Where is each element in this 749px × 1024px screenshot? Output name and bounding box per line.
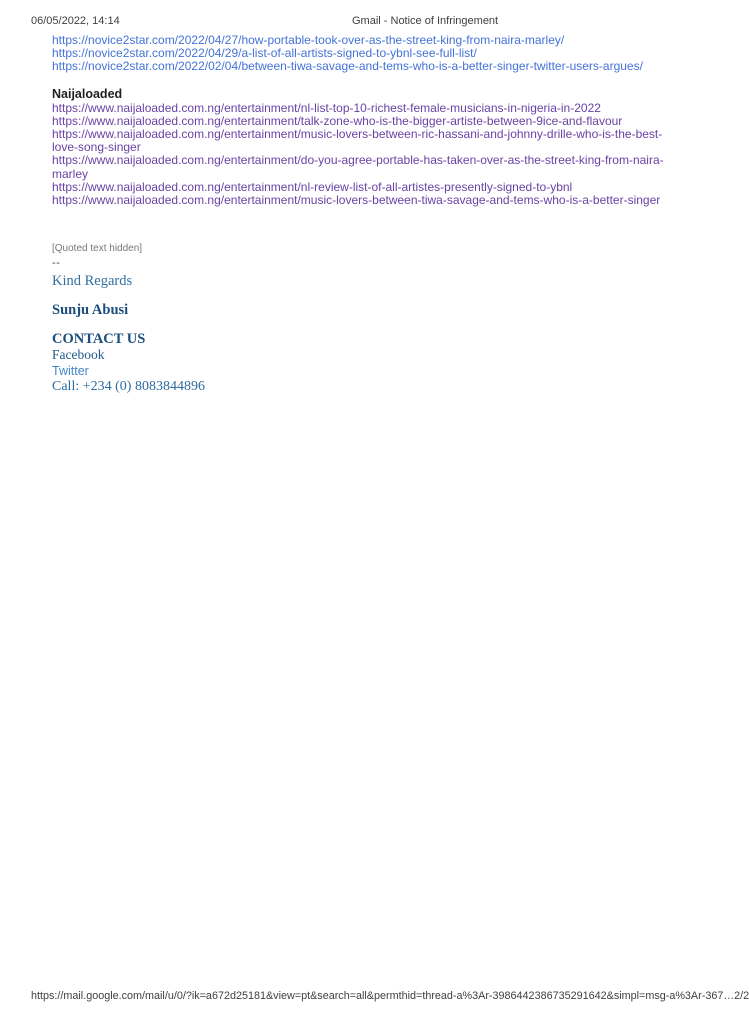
page-number-indicator: 2/2 (734, 990, 749, 1002)
signature-phone: Call: +234 (0) 8083844896 (52, 379, 205, 395)
print-document-title: Gmail - Notice of Infringement (352, 15, 499, 27)
naijaloaded-heading: Naijaloaded (52, 86, 123, 101)
novice2star-link-1[interactable]: https://novice2star.com/2022/04/27/how-portable-took-over-as-the-street-king-from-naira-marley/ (52, 33, 565, 47)
naijaloaded-link-3[interactable]: https://www.naijaloaded.com.ng/entertainment/music-lovers-between-ric-hassani-and-johnny-drille-who-is-the-best-love-song-singer (52, 127, 663, 155)
naijaloaded-link-list (52, 102, 682, 208)
novice2star-link-3[interactable]: https://novice2star.com/2022/02/04/between-tiwa-savage-and-tems-who-is-a-better-singer-twitter-users-argues/ (52, 59, 643, 74)
print-datetime: 06/05/2022, 14:14 (31, 15, 120, 27)
print-footer (31, 990, 749, 1002)
novice2star-link-2[interactable]: https://novice2star.com/2022/04/29/a-list-of-all-artists-signed-to-ybnl-see-full-list/ (52, 46, 477, 61)
signature-greeting: Kind Regards (52, 273, 133, 290)
novice2star-link-list (52, 34, 682, 74)
naijaloaded-link-4[interactable]: https://www.naijaloaded.com.ng/entertainment/do-you-agree-portable-has-taken-over-as-the-street-king-from-naira-marley (52, 153, 664, 181)
contact-us-heading: CONTACT US (52, 331, 146, 348)
naijaloaded-link-6[interactable]: https://www.naijaloaded.com.ng/entertainment/music-lovers-between-tiwa-savage-and-tems-who-is-a-better-singer (52, 193, 661, 208)
quoted-text-hidden-label: [Quoted text hidden] (52, 243, 143, 255)
signature-divider: -- (52, 257, 61, 270)
facebook-link[interactable]: Facebook (52, 347, 105, 363)
signature-name: Sunju Abusi (52, 302, 129, 319)
naijaloaded-link-1[interactable]: https://www.naijaloaded.com.ng/entertainment/nl-list-top-10-richest-female-musicians-in-nigeria-in-2022 (52, 100, 601, 115)
email-body (52, 34, 682, 395)
print-footer-url: https://mail.google.com/mail/u/0/?ik=a672d25181&view=pt&search=all&permthid=thread-a%3Ar-3986442386735291642&simpl=msg-a%3Ar-367… (31, 990, 735, 1002)
naijaloaded-link-5[interactable]: https://www.naijaloaded.com.ng/entertainment/nl-review-list-of-all-artistes-presently-signed-to-ybnl (52, 179, 573, 194)
twitter-link[interactable]: Twitter (52, 364, 89, 379)
print-header (0, 15, 723, 29)
naijaloaded-link-2[interactable]: https://www.naijaloaded.com.ng/entertainment/talk-zone-who-is-the-bigger-artiste-between-9ice-and-flavour (52, 113, 623, 128)
